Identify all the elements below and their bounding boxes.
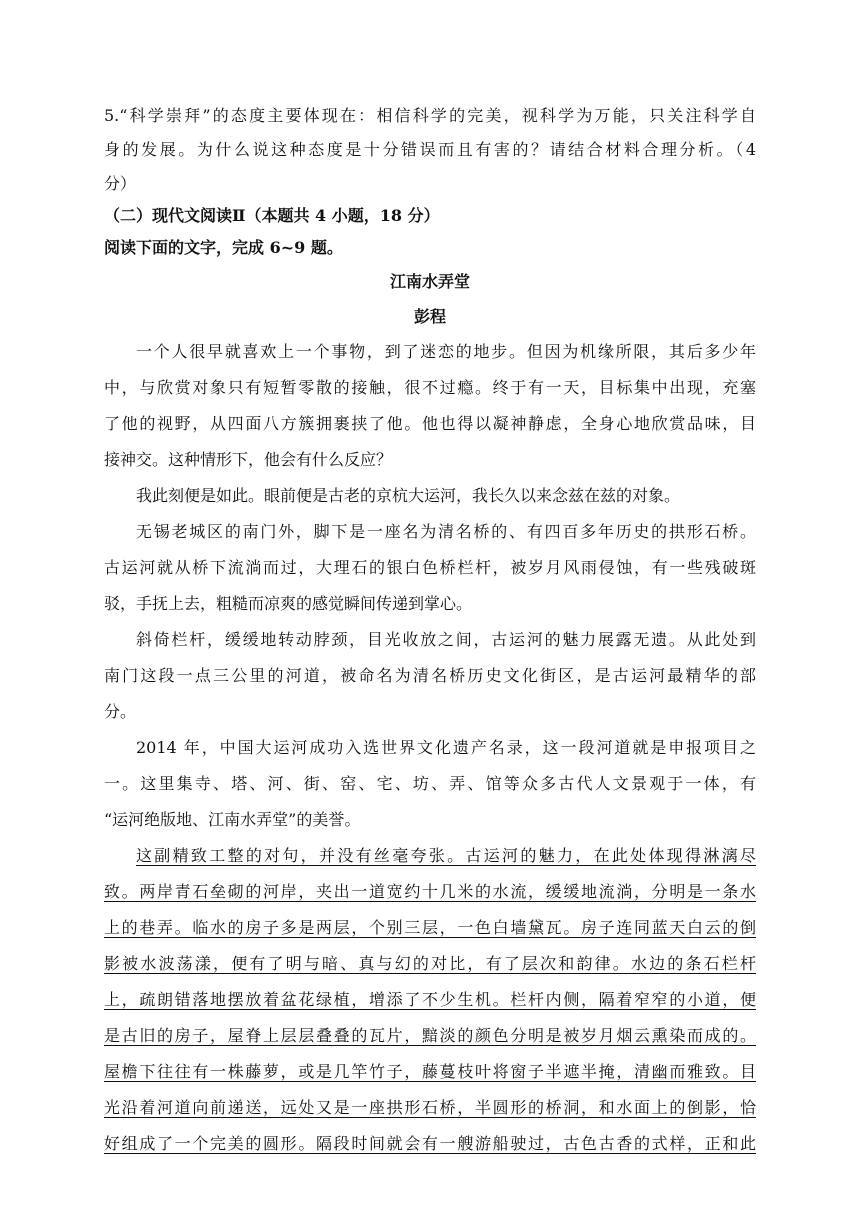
article-title: 江南水弄堂 xyxy=(389,272,470,291)
article-line-18: 影被水波荡漾，便有了明与暗、真与幻的对比，有了层次和韵律。水边的条石栏杆 xyxy=(104,954,756,973)
article-line-14: “运河绝版地、江南水弄堂”的美誉。 xyxy=(104,810,361,829)
article-line-13: 一。这里集寺、塔、河、街、窑、宅、坊、弄、馆等众多古代人文景观于一体，有 xyxy=(104,774,756,793)
article-line-4: 接神交。这种情形下，他会有什么反应？ xyxy=(104,450,393,469)
article-line-22: 光沿着河道向前递送，远处又是一座拱形石桥，半圆形的桥洞，和水面上的倒影，恰 xyxy=(104,1098,756,1117)
article-line-11: 分。 xyxy=(104,702,137,721)
article-line-6: 无锡老城区的南门外，脚下是一座名为清名桥的、有四百多年历史的拱形石桥。 xyxy=(136,522,756,541)
article-line-19: 上，疏朗错落地摆放着盆花绿植，增添了不少生机。栏杆内侧，隔着窄窄的小道，便 xyxy=(104,990,756,1009)
article-line-12: 2014 年，中国大运河成功入选世界文化遗产名录，这一段河道就是申报项目之 xyxy=(136,738,756,757)
article-line-20: 是古旧的房子，屋脊上层层叠叠的瓦片，黯淡的颜色分明是被岁月烟云熏染而成的。 xyxy=(104,1026,756,1045)
question-5-line-1: 5.“科学崇拜”的态度主要体现在：相信科学的完美，视科学为万能，只关注科学自 xyxy=(104,106,756,125)
article-line-9: 斜倚栏杆，缓缓地转动脖颈，目光收放之间，古运河的魅力展露无遗。从此处到 xyxy=(136,630,756,649)
article-line-15: 这副精致工整的对句，并没有丝毫夸张。古运河的魅力，在此处体现得淋漓尽 xyxy=(136,846,756,865)
article-line-2: 中，与欣赏对象只有短暂零散的接触，很不过瘾。终于有一天，目标集中出现，充塞 xyxy=(104,378,756,397)
article-line-3: 了他的视野，从四面八方簇拥裹挟了他。他也得以凝神静虑，全身心地欣赏品味，目 xyxy=(104,414,756,433)
question-5-line-3: 分） xyxy=(104,174,137,193)
article-line-1: 一个人很早就喜欢上一个事物，到了迷恋的地步。但因为机缘所限，其后多少年 xyxy=(136,342,756,361)
article-line-10: 南门这段一点三公里的河道，被命名为清名桥历史文化街区，是古运河最精华的部 xyxy=(104,666,756,685)
article-line-7: 古运河就从桥下流淌而过，大理石的银白色桥栏杆，被岁月风雨侵蚀，有一些残破斑 xyxy=(104,558,756,577)
reading-instruction: 阅读下面的文字，完成 6~9 题。 xyxy=(104,238,343,257)
article-line-5: 我此刻便是如此。眼前便是古老的京杭大运河，我长久以来念兹在兹的对象。 xyxy=(136,486,681,505)
article-line-17: 上的巷弄。临水的房子多是两层，个别三层，一色白墙黛瓦。房子连同蓝天白云的倒 xyxy=(104,918,756,937)
article-author: 彭程 xyxy=(413,307,446,326)
article-line-21: 屋檐下往往有一株藤萝，或是几竿竹子，藤蔓枝叶将窗子半遮半掩，清幽而雅致。目 xyxy=(104,1062,756,1081)
article-line-8: 驳，手抚上去，粗糙而凉爽的感觉瞬间传递到掌心。 xyxy=(104,594,473,613)
section-heading: （二）现代文阅读Ⅱ（本题共 4 小题，18 分） xyxy=(104,206,440,225)
question-5-line-2: 身的发展。为什么说这种态度是十分错误而且有害的？请结合材料合理分析。（4 xyxy=(104,140,756,159)
article-line-16: 致。两岸青石垒砌的河岸，夹出一道宽约十几米的水流，缓缓地流淌，分明是一条水 xyxy=(104,882,756,901)
article-line-23: 好组成了一个完美的圆形。隔段时间就会有一艘游船驶过，古色古香的式样，正和此 xyxy=(104,1134,756,1153)
